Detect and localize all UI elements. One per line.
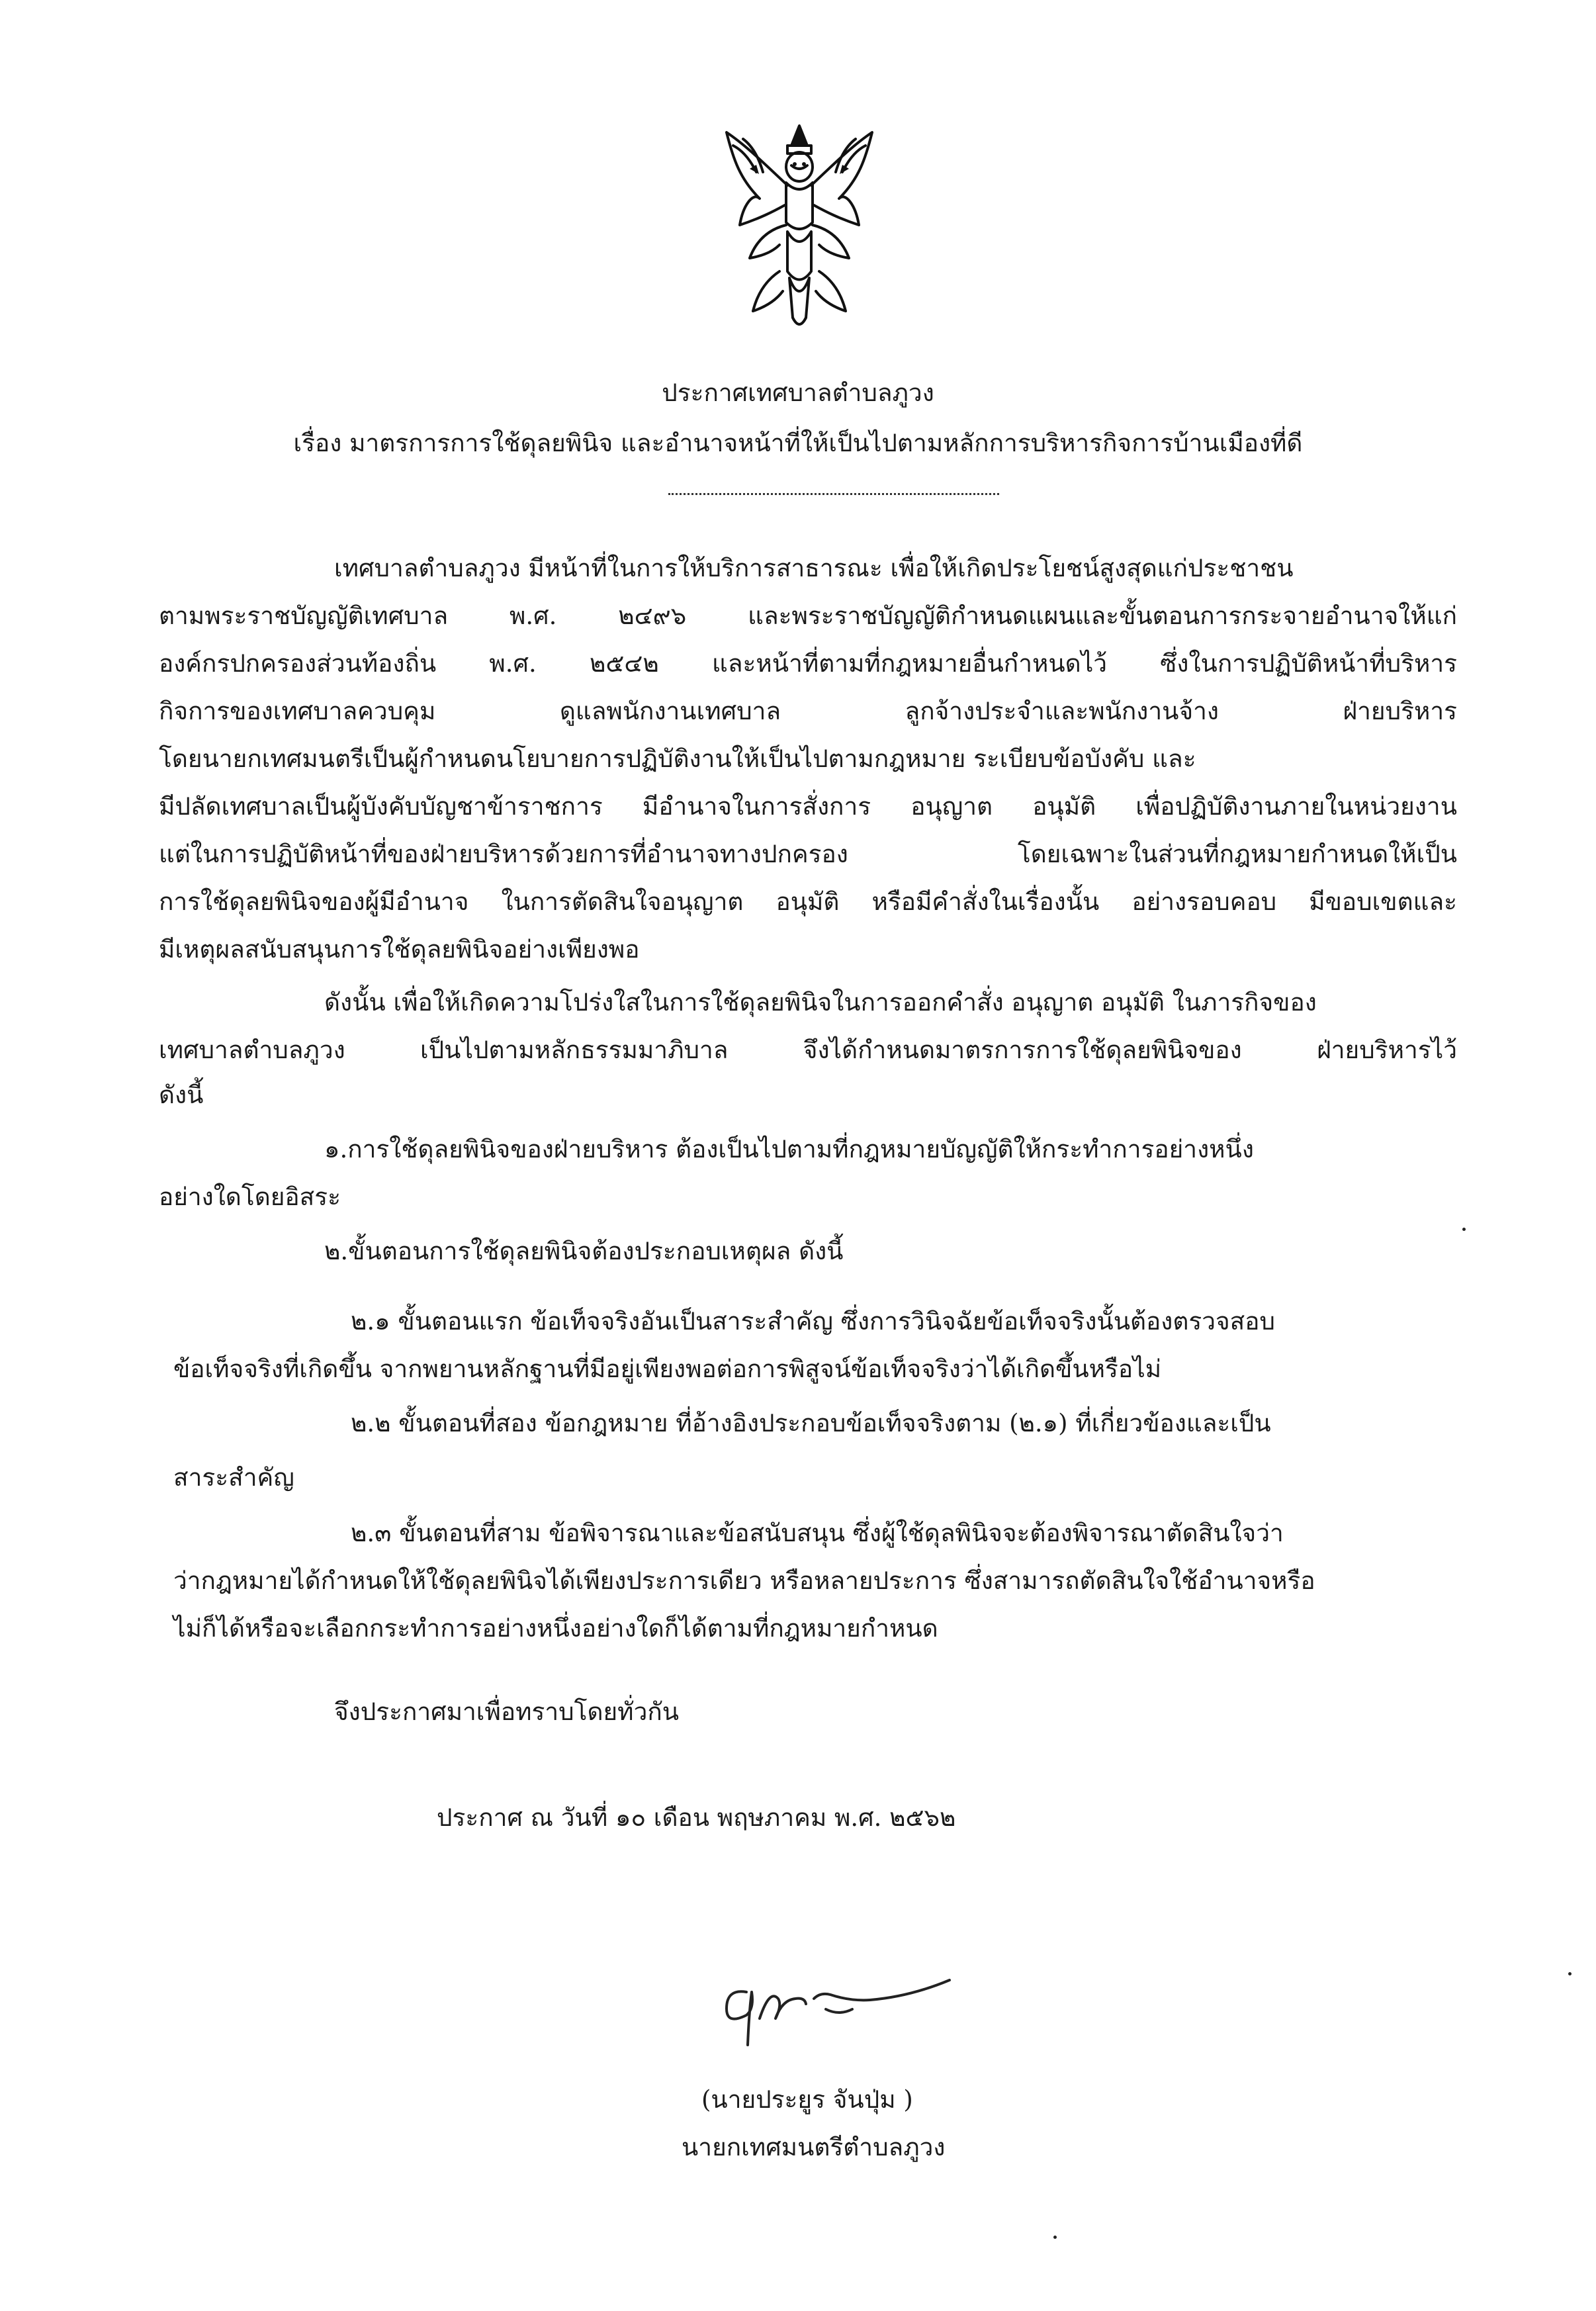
handwritten-signature bbox=[708, 1946, 973, 2052]
para2-line-3: ดังนี้ bbox=[159, 1081, 204, 1109]
signer-name: (นายประยูร จันปุ่ม ) bbox=[701, 2085, 913, 2114]
item23-line-1: ๒.๓ ขั้นตอนที่สาม ข้อพิจารณาและข้อสนับสนุน ซึ่งผู้ใช้ดุลพินิจจะต้องพิจารณาตัดสินใจว่า bbox=[351, 1519, 1284, 1547]
item21-line-1: ๒.๑ ขั้นตอนแรก ข้อเท็จจริงอันเป็นสาระสำคัญ ซึ่งการวินิจฉัยข้อเท็จจริงนั้นต้องตรวจสอบ bbox=[351, 1307, 1275, 1336]
item1-line-1: ๑.การใช้ดุลยพินิจของฝ่ายบริหาร ต้องเป็นไปตามที่กฎหมายบัญญัติให้กระทำการอย่างหนึ่ง bbox=[324, 1135, 1254, 1163]
item22-line-2: สาระสำคัญ bbox=[173, 1463, 294, 1492]
scan-speck bbox=[1053, 2236, 1057, 2239]
item22-line-1: ๒.๒ ขั้นตอนที่สอง ข้อกฎหมาย ที่อ้างอิงประกอบข้อเท็จจริงตาม (๒.๑) ที่เกี่ยวข้องและเป็น bbox=[351, 1409, 1271, 1437]
scan-speck bbox=[1568, 1972, 1572, 1975]
scan-speck bbox=[1462, 1228, 1466, 1231]
para1-line-5: โดยนายกเทศมนตรีเป็นผู้กำหนดนโยบายการปฏิบัติงานให้เป็นไปตามกฎหมาย ระเบียบข้อบังคับ และ bbox=[159, 745, 1196, 773]
para1-line-3: องค์กรปกครองส่วนท้องถิ่น พ.ศ. ๒๕๔๒ และหน้าที่ตามที่กฎหมายอื่นกำหนดไว้ ซึ่งในการปฏิบัติหน้าที่บริหาร bbox=[159, 649, 1457, 678]
para2-line-1: ดังนั้น เพื่อให้เกิดความโปร่งใสในการใช้ดุลยพินิจในการออกคำสั่ง อนุญาต อนุมัติ ในภารกิจของ bbox=[324, 988, 1317, 1017]
announcement-date: ประกาศ ณ วันที่ ๑๐ เดือน พฤษภาคม พ.ศ. ๒๕๖๒ bbox=[437, 1803, 956, 1832]
signer-position: นายกเทศมนตรีตำบลภูวง bbox=[682, 2133, 946, 2161]
para1-line-1: เทศบาลตำบลภูวง มีหน้าที่ในการให้บริการสาธารณะ เพื่อให้เกิดประโยชน์สูงสุดแก่ประชาชน bbox=[334, 554, 1294, 582]
para1-line-7: แต่ในการปฏิบัติหน้าที่ของฝ่ายบริหารด้วยการที่อำนาจทางปกครอง โดยเฉพาะในส่วนที่กฎหมายกำหนดให้เป็น bbox=[159, 840, 1457, 868]
announcement-subject: เรื่อง มาตรการการใช้ดุลยพินิจ และอำนาจหน้าที่ให้เป็นไปตามหลักการบริหารกิจการบ้านเมืองที่ดี bbox=[293, 429, 1303, 457]
announcement-title: ประกาศเทศบาลตำบลภูวง bbox=[662, 379, 934, 407]
para1-line-4: กิจการของเทศบาลควบคุม ดูแลพนักงานเทศบาล ลูกจ้างประจำและพนักงานจ้าง ฝ่ายบริหาร bbox=[159, 697, 1457, 725]
para1-line-2: ตามพระราชบัญญัติเทศบาล พ.ศ. ๒๔๙๖ และพระราชบัญญัติกำหนดแผนและขั้นตอนการกระจายอำนาจให้แก่ bbox=[159, 602, 1457, 630]
item23-line-3: ไม่ก็ได้หรือจะเลือกกระทำการอย่างหนึ่งอย่างใดก็ได้ตามที่กฎหมายกำหนด bbox=[173, 1614, 938, 1643]
item21-line-2: ข้อเท็จจริงที่เกิดขึ้น จากพยานหลักฐานที่มีอยู่เพียงพอต่อการพิสูจน์ข้อเท็จจริงว่าได้เกิดขึ้นหรือไม่ bbox=[173, 1355, 1162, 1383]
para1-line-6: มีปลัดเทศบาลเป็นผู้บังคับบัญชาข้าราชการ มีอำนาจในการสั่งการ อนุญาต อนุมัติ เพื่อปฏิบัติงานภายในหน่วยงาน bbox=[159, 792, 1457, 821]
dotted-separator bbox=[668, 493, 999, 495]
item1-line-2: อย่างใดโดยอิสระ bbox=[159, 1183, 341, 1211]
para1-line-9: มีเหตุผลสนับสนุนการใช้ดุลยพินิจอย่างเพียงพอ bbox=[159, 935, 640, 964]
item2-line: ๒.ขั้นตอนการใช้ดุลยพินิจต้องประกอบเหตุผล ดังนี้ bbox=[324, 1237, 844, 1265]
closing-line: จึงประกาศมาเพื่อทราบโดยทั่วกัน bbox=[334, 1698, 680, 1726]
para1-line-8: การใช้ดุลยพินิจของผู้มีอำนาจ ในการตัดสินใจอนุญาต อนุมัติ หรือมีคำสั่งในเรื่องนั้น อย่างรอบคอบ มีขอบเขตและ bbox=[159, 887, 1457, 916]
garuda-emblem-icon bbox=[713, 119, 885, 338]
para2-line-2: เทศบาลตำบลภูวง เป็นไปตามหลักธรรมมาภิบาล จึงได้กำหนดมาตรการการใช้ดุลยพินิจของ ฝ่ายบริหารไว้ bbox=[159, 1036, 1457, 1064]
item23-line-2: ว่ากฎหมายได้กำหนดให้ใช้ดุลยพินิจได้เพียงประการเดียว หรือหลายประการ ซึ่งสามารถตัดสินใจใช้อำนาจหรือ bbox=[173, 1566, 1315, 1595]
